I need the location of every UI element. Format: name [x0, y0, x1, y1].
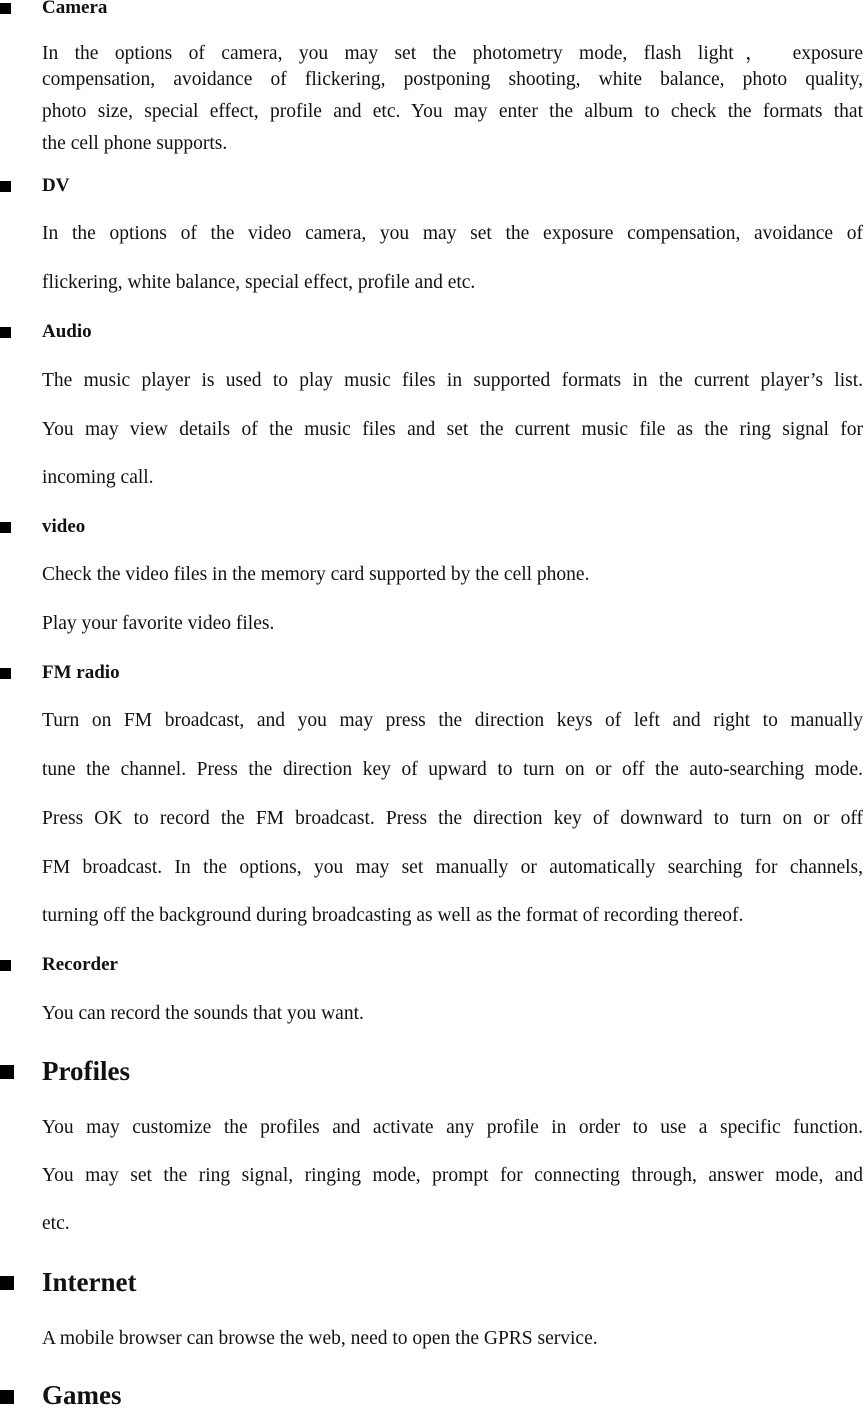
paragraph-line: A mobile browser can browse the web, need to open the GPRS service.: [42, 1328, 598, 1349]
paragraph-line: photo size, special effect, profile and etc. You may enter the album to check the formats that: [42, 101, 863, 122]
paragraph-line: The music player is used to play music files in supported formats in the current player’s list.: [42, 370, 863, 391]
square-bullet-icon: [0, 1065, 14, 1079]
paragraph-line: Turn on FM broadcast, and you may press the direction keys of left and right to manually: [42, 710, 863, 731]
paragraph-line: In the options of the video camera, you may set the exposure compensation, avoidance of: [42, 223, 863, 244]
paragraph-line: In the options of camera, you may set the photometry mode, flash light， exposure: [42, 43, 863, 64]
square-bullet-icon: [0, 181, 11, 192]
square-bullet-icon: [0, 1390, 14, 1404]
section-heading: Camera: [42, 0, 108, 18]
square-bullet-icon: [0, 1276, 14, 1290]
section-heading: Profiles: [42, 1056, 130, 1086]
paragraph-line: You can record the sounds that you want.: [42, 1003, 364, 1024]
paragraph-line: flickering, white balance, special effect, profile and etc.: [42, 272, 476, 293]
paragraph-line: the cell phone supports.: [42, 133, 228, 154]
paragraph-line: You may customize the profiles and activate any profile in order to use a specific function.: [42, 1117, 863, 1138]
square-bullet-icon: [0, 522, 11, 533]
section-heading: DV: [42, 175, 70, 196]
paragraph-line: etc.: [42, 1213, 70, 1234]
section-heading: Games: [42, 1380, 122, 1410]
section-heading: FM radio: [42, 662, 120, 683]
paragraph-line: You may set the ring signal, ringing mode, prompt for connecting through, answer mode, and: [42, 1165, 863, 1186]
paragraph-line: incoming call.: [42, 467, 154, 488]
paragraph-line: Press OK to record the FM broadcast. Press the direction key of downward to turn on or off: [42, 808, 863, 829]
square-bullet-icon: [0, 960, 11, 971]
paragraph-line: FM broadcast. In the options, you may set manually or automatically searching for channels,: [42, 857, 863, 878]
paragraph-line: turning off the background during broadcasting as well as the format of recording thereof.: [42, 905, 744, 926]
paragraph-line: You may view details of the music files and set the current music file as the ring signal for: [42, 419, 863, 440]
section-heading: video: [42, 516, 86, 537]
paragraph-line: tune the channel. Press the direction key of upward to turn on or off the auto-searching mode.: [42, 759, 863, 780]
square-bullet-icon: [0, 327, 11, 338]
paragraph-line: compensation, avoidance of flickering, postponing shooting, white balance, photo quality,: [42, 69, 863, 90]
paragraph-line: Check the video files in the memory card supported by the cell phone.: [42, 564, 590, 585]
paragraph-line: Play your favorite video files.: [42, 613, 275, 634]
section-heading: Internet: [42, 1267, 137, 1297]
square-bullet-icon: [0, 3, 11, 14]
section-heading: Audio: [42, 321, 92, 342]
section-heading: Recorder: [42, 954, 118, 975]
square-bullet-icon: [0, 668, 11, 679]
